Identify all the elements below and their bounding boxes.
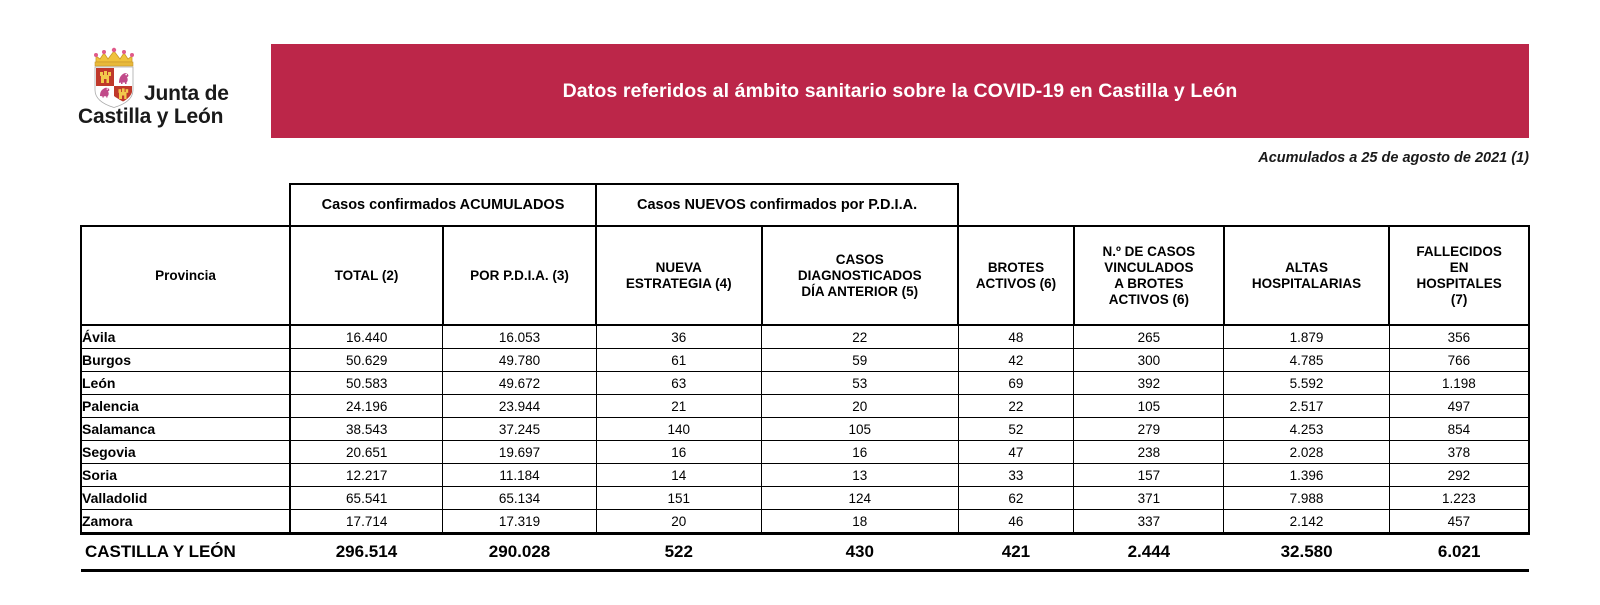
cell-casos-vinculados: 265 [1074, 325, 1224, 349]
covid-data-table [80, 183, 1530, 572]
page-title: Datos referidos al ámbito sanitario sobre la COVID-19 en Castilla y León [562, 79, 1238, 102]
col-header-provincia: Provincia [81, 226, 290, 325]
col-header-por-pdia: POR P.D.I.A. (3) [443, 226, 596, 325]
col-header-altas-line2: HOSPITALARIAS [1251, 275, 1362, 291]
cell-casos-dia-anterior: 22 [762, 325, 959, 349]
cell-fallecidos: 292 [1389, 464, 1529, 487]
cell-total: 12.217 [290, 464, 443, 487]
cell-casos-vinculados: 392 [1074, 372, 1224, 395]
logo-text [78, 82, 229, 128]
cell-brotes-activos: 33 [958, 464, 1074, 487]
col-header-altas-line1: ALTAS [1285, 259, 1329, 275]
cell-brotes-activos: 42 [958, 349, 1074, 372]
group-header-casos-nuevos: Casos NUEVOS confirmados por P.D.I.A. [596, 184, 958, 226]
col-header-fallecidos-line2: EN [1449, 259, 1469, 275]
cell-total: 65.541 [290, 487, 443, 510]
cell-provincia: León [81, 372, 290, 395]
total-cell-casos-vinculados: 2.444 [1074, 534, 1224, 571]
cell-nueva-estrategia: 36 [596, 325, 761, 349]
total-cell-por-pdia: 290.028 [443, 534, 596, 571]
cell-nueva-estrategia: 63 [596, 372, 761, 395]
cell-fallecidos: 766 [1389, 349, 1529, 372]
cell-provincia: Soria [81, 464, 290, 487]
table-row [81, 441, 1529, 464]
cell-fallecidos: 497 [1389, 395, 1529, 418]
cell-por-pdia: 49.780 [443, 349, 596, 372]
table-header-row [81, 226, 1529, 325]
junta-logo [78, 46, 263, 138]
cell-casos-vinculados: 337 [1074, 510, 1224, 534]
cell-nueva-estrategia: 21 [596, 395, 761, 418]
total-label: CASTILLA Y LEÓN [81, 534, 290, 571]
cell-total: 38.543 [290, 418, 443, 441]
group-header-casos-acumulados: Casos confirmados ACUMULADOS [290, 184, 596, 226]
cell-fallecidos: 1.198 [1389, 372, 1529, 395]
cell-casos-dia-anterior: 20 [762, 395, 959, 418]
cell-total: 20.651 [290, 441, 443, 464]
coat-of-arms-icon [88, 46, 140, 108]
cell-brotes-activos: 47 [958, 441, 1074, 464]
total-cell-casos-dia-anterior: 430 [762, 534, 959, 571]
cell-nueva-estrategia: 61 [596, 349, 761, 372]
cell-nueva-estrategia: 151 [596, 487, 761, 510]
col-header-fallecidos-line4: (7) [1450, 291, 1468, 307]
cell-altas: 4.253 [1224, 418, 1389, 441]
cell-por-pdia: 23.944 [443, 395, 596, 418]
cell-nueva-estrategia: 20 [596, 510, 761, 534]
cell-altas: 1.396 [1224, 464, 1389, 487]
col-header-brotes-activos [958, 226, 1074, 325]
cell-altas: 5.592 [1224, 372, 1389, 395]
cell-fallecidos: 854 [1389, 418, 1529, 441]
cell-provincia: Palencia [81, 395, 290, 418]
col-header-casos-dia-anterior [762, 226, 959, 325]
cell-casos-vinculados: 371 [1074, 487, 1224, 510]
col-header-altas-hospitalarias [1224, 226, 1389, 325]
cell-provincia: Ávila [81, 325, 290, 349]
table-group-header-row [81, 184, 1529, 226]
cell-por-pdia: 49.672 [443, 372, 596, 395]
table-row [81, 325, 1529, 349]
cell-brotes-activos: 52 [958, 418, 1074, 441]
col-header-fallecidos [1389, 226, 1529, 325]
group-header-empty [81, 184, 290, 226]
col-header-casos-vinculados-line1: N.º DE CASOS [1102, 243, 1196, 259]
cell-casos-dia-anterior: 18 [762, 510, 959, 534]
cell-fallecidos: 356 [1389, 325, 1529, 349]
table-row [81, 510, 1529, 534]
table-row [81, 395, 1529, 418]
title-banner [271, 44, 1529, 138]
cell-nueva-estrategia: 140 [596, 418, 761, 441]
col-header-casos-vinculados-line2: VINCULADOS [1104, 259, 1194, 275]
accumulated-date-note: Acumulados a 25 de agosto de 2021 (1) [1258, 150, 1529, 166]
col-header-casos-dia-anterior-line1: CASOS [835, 251, 884, 267]
col-header-nueva-estrategia [596, 226, 761, 325]
table-total-row [81, 534, 1529, 571]
total-cell-fallecidos: 6.021 [1389, 534, 1529, 571]
cell-total: 50.629 [290, 349, 443, 372]
cell-fallecidos: 378 [1389, 441, 1529, 464]
cell-casos-vinculados: 279 [1074, 418, 1224, 441]
cell-altas: 7.988 [1224, 487, 1389, 510]
table-row [81, 349, 1529, 372]
cell-brotes-activos: 22 [958, 395, 1074, 418]
cell-brotes-activos: 62 [958, 487, 1074, 510]
col-header-casos-vinculados-line4: ACTIVOS (6) [1108, 291, 1189, 307]
col-header-fallecidos-line1: FALLECIDOS [1416, 243, 1502, 259]
col-header-total: TOTAL (2) [290, 226, 443, 325]
cell-fallecidos: 1.223 [1389, 487, 1529, 510]
cell-provincia: Burgos [81, 349, 290, 372]
cell-brotes-activos: 48 [958, 325, 1074, 349]
cell-brotes-activos: 46 [958, 510, 1074, 534]
table-row [81, 372, 1529, 395]
cell-casos-vinculados: 238 [1074, 441, 1224, 464]
cell-nueva-estrategia: 16 [596, 441, 761, 464]
cell-total: 16.440 [290, 325, 443, 349]
cell-por-pdia: 19.697 [443, 441, 596, 464]
cell-casos-dia-anterior: 53 [762, 372, 959, 395]
table-row [81, 487, 1529, 510]
cell-provincia: Zamora [81, 510, 290, 534]
col-header-casos-vinculados [1074, 226, 1224, 325]
cell-casos-dia-anterior: 59 [762, 349, 959, 372]
logo-text-line1: Junta de [144, 82, 229, 105]
table-row [81, 418, 1529, 441]
total-cell-total: 296.514 [290, 534, 443, 571]
cell-total: 17.714 [290, 510, 443, 534]
covid-data-table-wrapper [80, 183, 1530, 572]
cell-casos-dia-anterior: 16 [762, 441, 959, 464]
cell-por-pdia: 65.134 [443, 487, 596, 510]
cell-casos-vinculados: 157 [1074, 464, 1224, 487]
col-header-fallecidos-line3: HOSPITALES [1416, 275, 1502, 291]
col-header-nueva-estrategia-line2: ESTRATEGIA (4) [625, 275, 732, 291]
group-header-spacer [958, 184, 1529, 226]
cell-altas: 2.142 [1224, 510, 1389, 534]
cell-provincia: Valladolid [81, 487, 290, 510]
cell-casos-dia-anterior: 105 [762, 418, 959, 441]
logo-text-line2: Castilla y León [78, 105, 224, 128]
col-header-casos-dia-anterior-line3: DÍA ANTERIOR (5) [801, 283, 919, 299]
cell-total: 24.196 [290, 395, 443, 418]
page-header [0, 0, 1600, 145]
cell-casos-dia-anterior: 13 [762, 464, 959, 487]
col-header-casos-dia-anterior-line2: DIAGNOSTICADOS [797, 267, 922, 283]
col-header-nueva-estrategia-line1: NUEVA [655, 259, 702, 275]
cell-por-pdia: 11.184 [443, 464, 596, 487]
cell-por-pdia: 37.245 [443, 418, 596, 441]
col-header-brotes-activos-line2: ACTIVOS (6) [975, 275, 1057, 291]
cell-altas: 2.028 [1224, 441, 1389, 464]
cell-casos-dia-anterior: 124 [762, 487, 959, 510]
cell-provincia: Segovia [81, 441, 290, 464]
col-header-brotes-activos-line1: BROTES [987, 259, 1045, 275]
cell-altas: 4.785 [1224, 349, 1389, 372]
cell-brotes-activos: 69 [958, 372, 1074, 395]
cell-altas: 2.517 [1224, 395, 1389, 418]
cell-provincia: Salamanca [81, 418, 290, 441]
total-cell-brotes-activos: 421 [958, 534, 1074, 571]
cell-nueva-estrategia: 14 [596, 464, 761, 487]
cell-total: 50.583 [290, 372, 443, 395]
cell-fallecidos: 457 [1389, 510, 1529, 534]
total-cell-altas: 32.580 [1224, 534, 1389, 571]
total-cell-nueva-estrategia: 522 [596, 534, 761, 571]
col-header-casos-vinculados-line3: A BROTES [1114, 275, 1184, 291]
cell-por-pdia: 17.319 [443, 510, 596, 534]
cell-por-pdia: 16.053 [443, 325, 596, 349]
cell-casos-vinculados: 300 [1074, 349, 1224, 372]
cell-casos-vinculados: 105 [1074, 395, 1224, 418]
cell-altas: 1.879 [1224, 325, 1389, 349]
table-row [81, 464, 1529, 487]
